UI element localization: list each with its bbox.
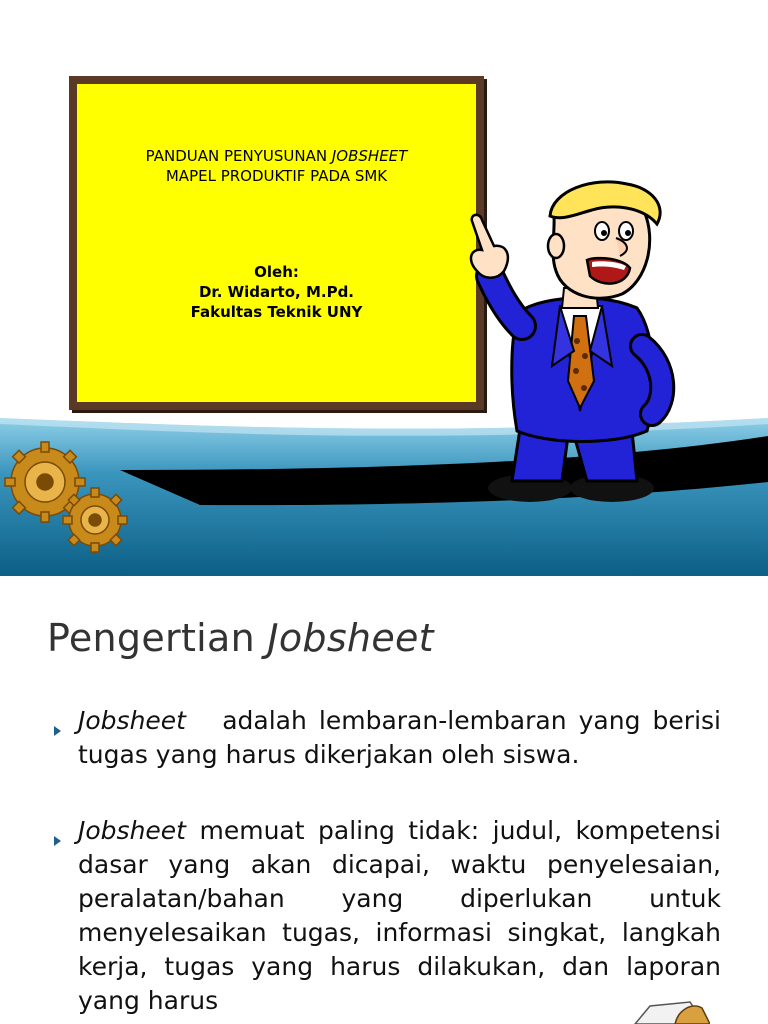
author-name: Dr. Widarto, M.Pd. <box>198 283 355 301</box>
presentation-title <box>77 146 476 186</box>
corner-clipart-icon <box>630 996 710 1024</box>
title-line1-prefix: PANDUAN PENYUSUNAN <box>145 147 332 165</box>
bullet-1-italic: Jobsheet <box>78 706 186 735</box>
slide-title <box>47 616 434 660</box>
title-line1-italic: JOBSHEET <box>331 147 408 165</box>
bullet-2-italic: Jobsheet <box>78 816 186 845</box>
title-line2: MAPEL PRODUKTIF PADA SMK <box>165 167 388 185</box>
yellow-board <box>69 76 484 410</box>
bullet-item-2 <box>78 814 721 1018</box>
slide-title-prefix: Pengertian <box>47 616 268 660</box>
author-block <box>77 262 476 322</box>
author-affiliation: Fakultas Teknik UNY <box>190 303 363 321</box>
slide-title-italic: Jobsheet <box>267 616 434 660</box>
bullet-2-text: memuat paling tidak: judul, kompetensi dasar yang akan dicapai, waktu penyelesaian, peralatan/bahan yang diperlukan untuk menyelesaikan tugas, informasi singkat, langkah kerja, tugas yang harus dilakukan, dan laporan yang harus <box>78 816 721 1015</box>
oleh-label: Oleh: <box>254 263 299 281</box>
bullet-arrow-icon <box>54 726 61 736</box>
bullet-arrow-icon <box>54 836 61 846</box>
content-slide <box>0 576 768 1024</box>
gears-icon <box>0 440 140 560</box>
bullet-1-text: adalah lembaran-lembaran yang berisi tugas yang harus dikerjakan oleh siswa. <box>78 706 721 769</box>
presenter-cartoon-icon <box>452 176 702 506</box>
bullet-item-1 <box>78 704 721 772</box>
